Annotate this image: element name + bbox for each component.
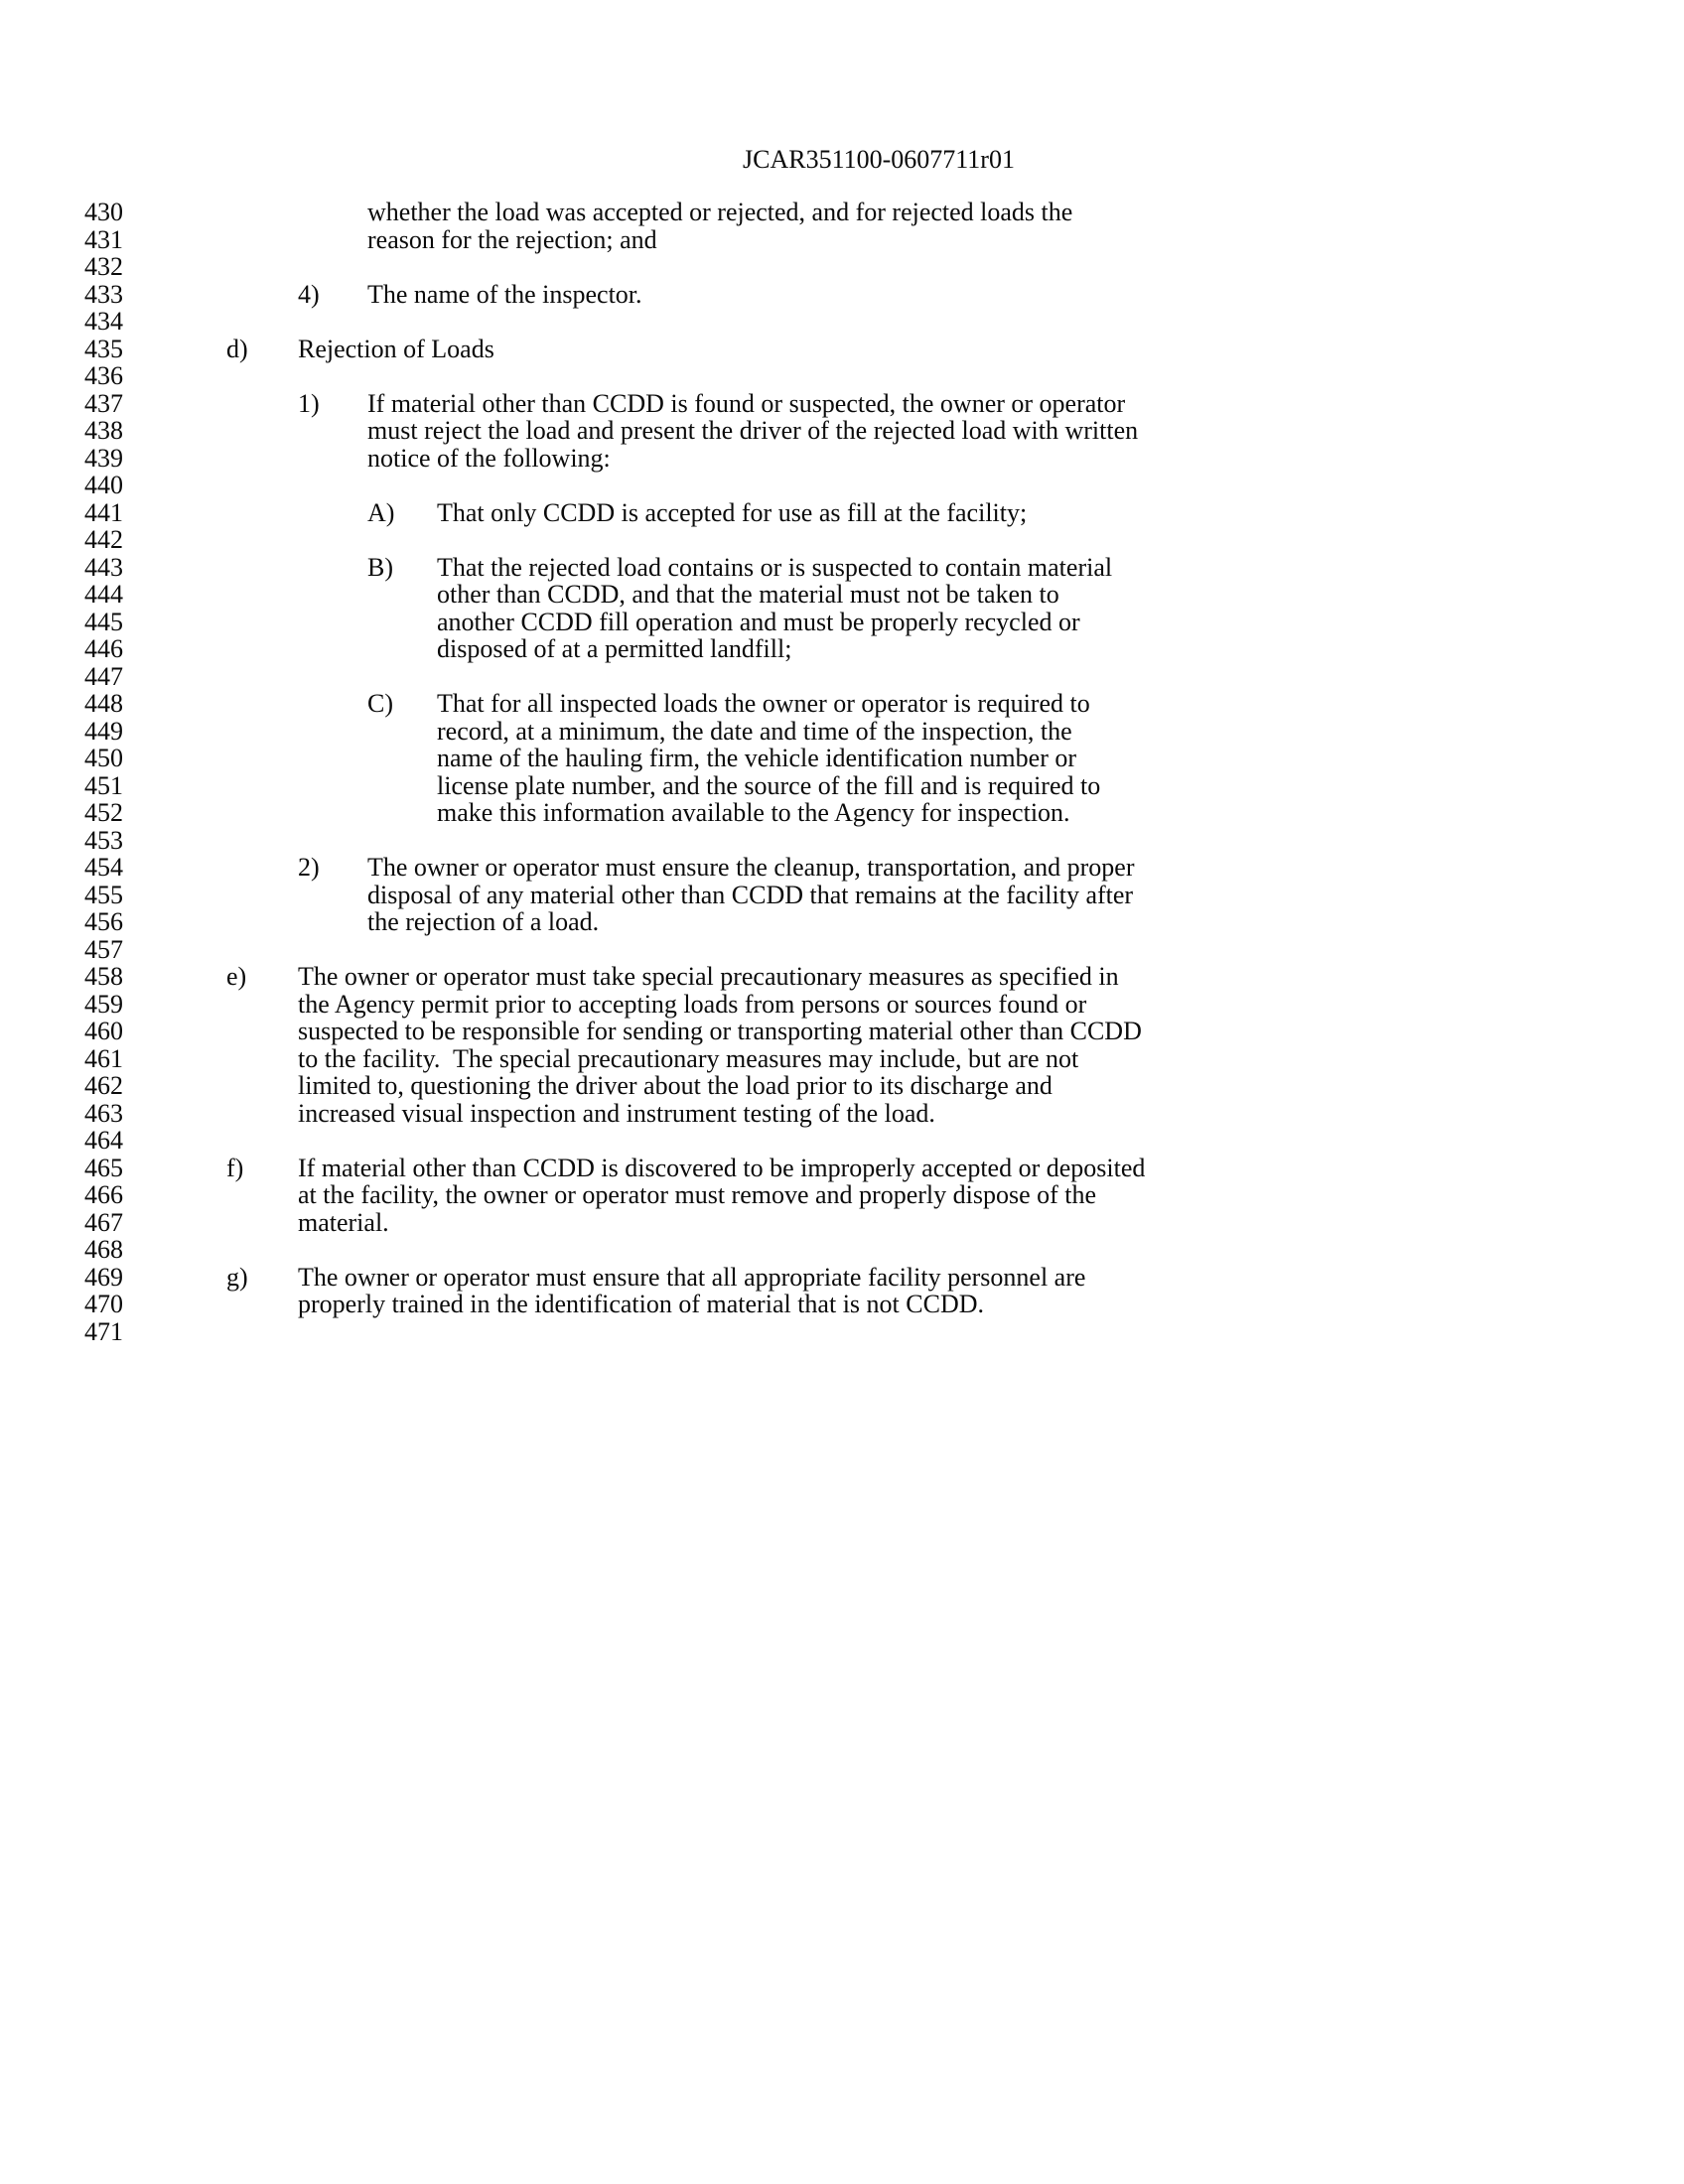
- line-text: The owner or operator must take special precautionary measures as specified in: [298, 962, 1119, 991]
- line-number: 432: [84, 252, 123, 281]
- line-text: reason for the rejection; and: [367, 224, 657, 254]
- document-line: [0, 390, 1684, 418]
- document-line: [0, 1072, 1684, 1100]
- line-number: 440: [84, 471, 123, 499]
- document-line: [0, 499, 1684, 527]
- line-number: 467: [84, 1207, 123, 1237]
- line-number: 470: [84, 1290, 123, 1318]
- line-number: 447: [84, 661, 123, 691]
- line-number: 448: [84, 689, 123, 718]
- document-line: [0, 663, 1684, 691]
- line-text: must reject the load and present the driver of the rejected load with written: [367, 416, 1139, 445]
- document-line: [0, 854, 1684, 882]
- item-label: g): [226, 1262, 248, 1292]
- line-number: 437: [84, 388, 123, 418]
- document-line: [0, 1100, 1684, 1128]
- document-line: [0, 936, 1684, 964]
- document-line: [0, 336, 1684, 363]
- line-number: 444: [84, 580, 123, 609]
- item-label: d): [226, 334, 248, 363]
- line-text: That for all inspected loads the owner or operator is required to: [437, 689, 1090, 718]
- document-line: [0, 199, 1684, 226]
- document-line: [0, 1018, 1684, 1045]
- item-label: 4): [298, 279, 320, 309]
- document-line: [0, 1155, 1684, 1182]
- line-text: properly trained in the identification of material that is not CCDD.: [298, 1290, 984, 1318]
- line-text: license plate number, and the source of the fill and is required to: [437, 770, 1101, 800]
- line-number: 442: [84, 525, 123, 554]
- document-line: [0, 690, 1684, 718]
- line-number: 460: [84, 1017, 123, 1045]
- document-line: [0, 581, 1684, 609]
- line-text: whether the load was accepted or rejected, and for rejected loads the: [367, 198, 1073, 226]
- line-text: If material other than CCDD is found or suspected, the owner or operator: [367, 388, 1126, 418]
- line-text: increased visual inspection and instrument testing of the load.: [298, 1098, 935, 1128]
- line-number: 436: [84, 361, 123, 390]
- line-number: 457: [84, 934, 123, 964]
- line-number: 439: [84, 443, 123, 473]
- item-label: 1): [298, 388, 320, 418]
- document-line: [0, 417, 1684, 445]
- document-line: [0, 554, 1684, 582]
- line-text: the Agency permit prior to accepting loads from persons or sources found or: [298, 989, 1087, 1019]
- line-text: the rejection of a load.: [367, 907, 600, 936]
- line-number: 459: [84, 989, 123, 1019]
- line-text: The owner or operator must ensure that all appropriate facility personnel are: [298, 1262, 1086, 1292]
- line-text: other than CCDD, and that the material must not be taken to: [437, 580, 1059, 609]
- line-number: 456: [84, 907, 123, 936]
- document-line: [0, 882, 1684, 909]
- line-number: 465: [84, 1153, 123, 1182]
- line-number: 449: [84, 716, 123, 746]
- document-line: [0, 226, 1684, 254]
- document-line: [0, 991, 1684, 1019]
- line-text: The owner or operator must ensure the cleanup, transportation, and proper: [367, 853, 1135, 882]
- document-line: [0, 445, 1684, 473]
- item-label: 2): [298, 853, 320, 882]
- document-line: [0, 745, 1684, 772]
- line-text: The name of the inspector.: [367, 279, 642, 309]
- line-number: 466: [84, 1180, 123, 1209]
- document-line: [0, 1318, 1684, 1346]
- line-number: 446: [84, 634, 123, 663]
- line-text: another CCDD fill operation and must be properly recycled or: [437, 607, 1080, 636]
- document-line: [0, 963, 1684, 991]
- item-label: f): [226, 1153, 244, 1182]
- line-number: 471: [84, 1316, 123, 1346]
- line-number: 450: [84, 744, 123, 772]
- line-number: 434: [84, 307, 123, 336]
- document-line: [0, 1264, 1684, 1292]
- line-number: 454: [84, 853, 123, 882]
- document-line: [0, 472, 1684, 499]
- document-id: JCAR351100-0607711r01: [743, 145, 1015, 174]
- document-line: [0, 635, 1684, 663]
- document-line: [0, 718, 1684, 746]
- line-text: make this information available to the Agency for inspection.: [437, 798, 1070, 827]
- line-number: 453: [84, 825, 123, 855]
- document-line: [0, 253, 1684, 281]
- line-number: 464: [84, 1126, 123, 1155]
- line-number: 451: [84, 770, 123, 800]
- item-label: A): [367, 497, 395, 527]
- line-text: material.: [298, 1207, 389, 1237]
- line-list: [0, 199, 1684, 1345]
- document-line: [0, 362, 1684, 390]
- line-number: 445: [84, 607, 123, 636]
- item-label: C): [367, 689, 393, 718]
- document-line: [0, 772, 1684, 800]
- document-line: [0, 526, 1684, 554]
- document-line: [0, 1236, 1684, 1264]
- line-text: Rejection of Loads: [298, 334, 494, 363]
- document-line: [0, 1127, 1684, 1155]
- line-text: to the facility. The special precautionary measures may include, but are not: [298, 1043, 1079, 1073]
- document-line: [0, 609, 1684, 636]
- line-number: 462: [84, 1071, 123, 1100]
- line-text: That only CCDD is accepted for use as fill at the facility;: [437, 497, 1028, 527]
- line-text: name of the hauling firm, the vehicle identification number or: [437, 744, 1077, 772]
- item-label: e): [226, 962, 247, 991]
- line-text: disposal of any material other than CCDD that remains at the facility after: [367, 880, 1134, 909]
- line-number: 463: [84, 1098, 123, 1128]
- line-number: 435: [84, 334, 123, 363]
- document-line: [0, 1181, 1684, 1209]
- line-number: 433: [84, 279, 123, 309]
- line-number: 431: [84, 224, 123, 254]
- line-text: record, at a minimum, the date and time of the inspection, the: [437, 716, 1072, 746]
- line-text: If material other than CCDD is discovered to be improperly accepted or deposited: [298, 1153, 1146, 1182]
- line-number: 438: [84, 416, 123, 445]
- line-text: suspected to be responsible for sending or transporting material other than CCDD: [298, 1017, 1142, 1045]
- line-number: 443: [84, 552, 123, 582]
- document-line: [0, 308, 1684, 336]
- line-number: 455: [84, 880, 123, 909]
- item-label: B): [367, 552, 393, 582]
- line-number: 458: [84, 962, 123, 991]
- line-text: disposed of at a permitted landfill;: [437, 634, 792, 663]
- line-text: limited to, questioning the driver about the load prior to its discharge and: [298, 1071, 1052, 1100]
- line-number: 452: [84, 798, 123, 827]
- document-line: [0, 827, 1684, 855]
- document-line: [0, 1045, 1684, 1073]
- line-number: 430: [84, 198, 123, 226]
- line-text: That the rejected load contains or is suspected to contain material: [437, 552, 1113, 582]
- line-number: 468: [84, 1235, 123, 1264]
- document-line: [0, 908, 1684, 936]
- line-number: 469: [84, 1262, 123, 1292]
- line-number: 441: [84, 497, 123, 527]
- line-text: notice of the following:: [367, 443, 611, 473]
- line-number: 461: [84, 1043, 123, 1073]
- document-line: [0, 1209, 1684, 1237]
- document-line: [0, 799, 1684, 827]
- line-text: at the facility, the owner or operator must remove and properly dispose of the: [298, 1180, 1097, 1209]
- document-line: [0, 1291, 1684, 1318]
- document-line: [0, 281, 1684, 309]
